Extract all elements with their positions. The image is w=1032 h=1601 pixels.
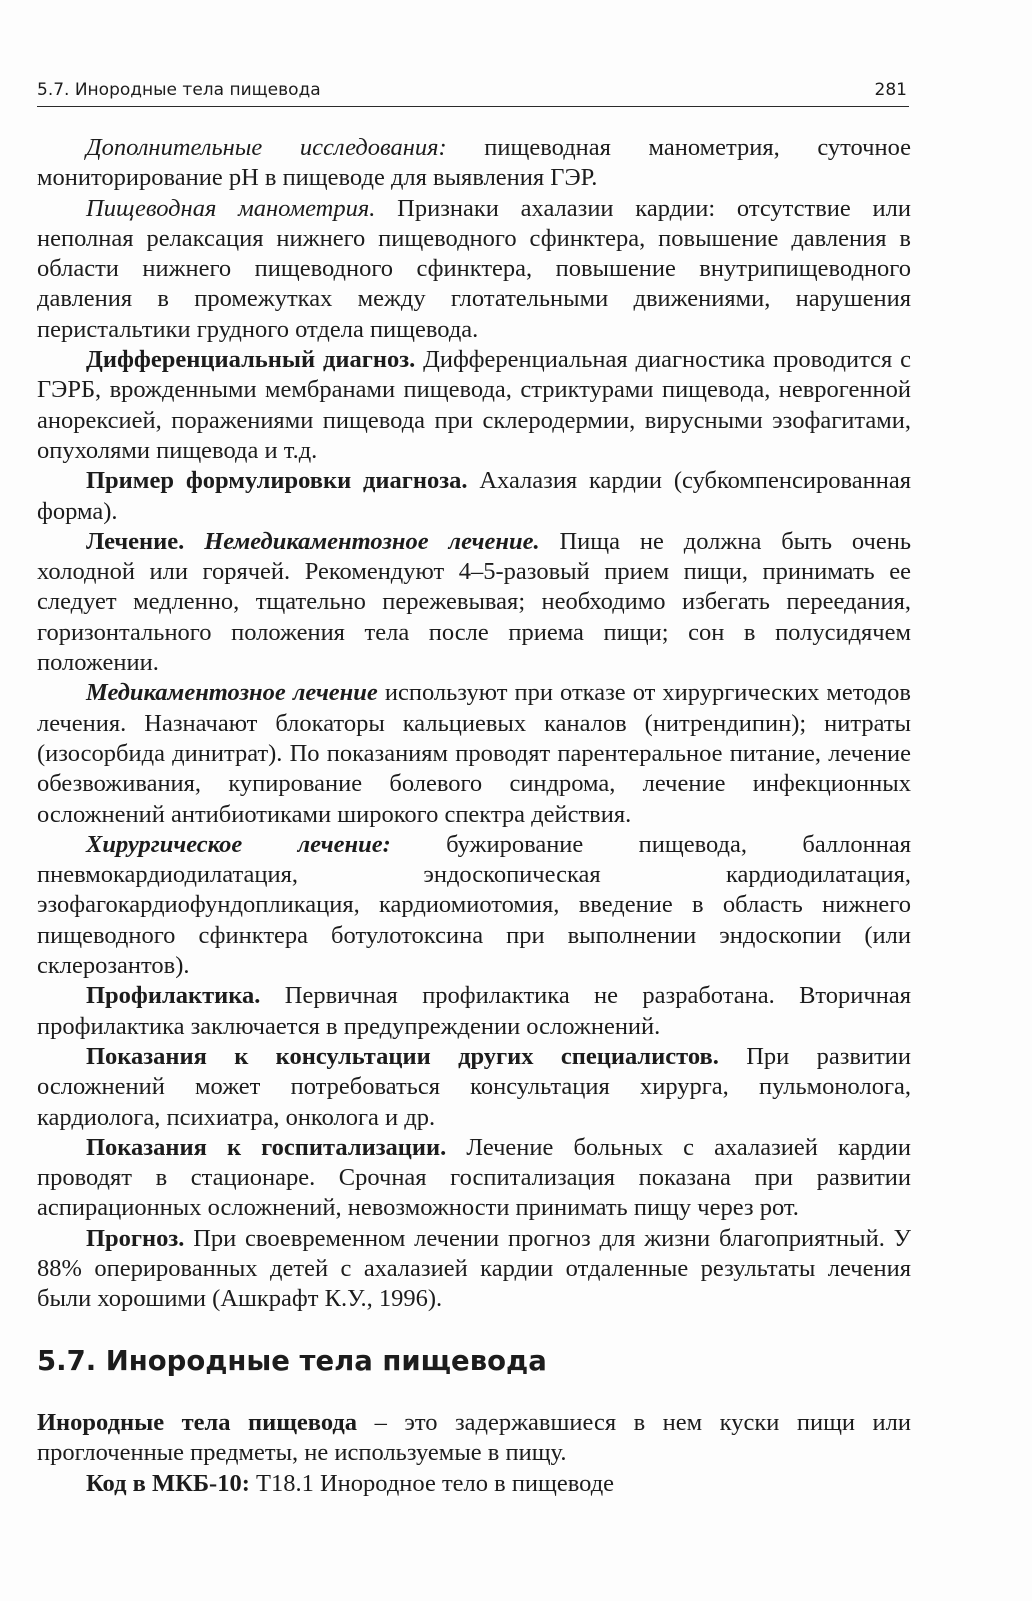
paragraph-lead: Код в МКБ-10: (86, 1469, 250, 1497)
paragraph-lead: Пример формулировки диагноза. (86, 467, 468, 495)
paragraph-drug-treatment (37, 678, 911, 829)
paragraph-body: пищеводная манометрия, суточное мониторирование pH в пищеводе для выявления ГЭР. (37, 134, 911, 192)
paragraph-body: При своевременном лечении прогноз для жизни благоприятный. У 88% оперированных детей с ахалазией кардии отдаленные результаты лечения были хорошими (Ашкрафт К.У., 1996). (37, 1224, 911, 1313)
paragraph-lead: Прогноз. (86, 1224, 185, 1252)
paragraph-diagnosis-example (37, 466, 911, 527)
paragraph-body: Пища не должна быть очень холодной или горячей. Рекомендуют 4–5-разовый прием пищи, принимать ее следует медленно, тщательно пережевывая; необходимо избегать переедания, горизонтального положения тела после приема пищи; сон в полусидячем положении. (37, 527, 912, 677)
paragraph-hospitalization (37, 1133, 911, 1224)
paragraph-definition (37, 1408, 911, 1469)
paragraph-lead: Показания к консультации других специалистов. (86, 1042, 719, 1070)
paragraph-lead: Дифференциальный диагноз. (86, 346, 416, 374)
paragraph-body: Признаки ахалазии кардии: отсутствие или неполная релаксация нижнего пищеводного сфинктера, повышение давления в области нижнего пищеводного сфинктера, повышение внутрипищеводного давления в промежутках между глотательными движениями, нарушения перистальтики грудного отдела пищевода. (37, 194, 911, 343)
paragraph-lead: Показания к госпитализации. (86, 1133, 447, 1161)
paragraph-prognosis (37, 1224, 911, 1315)
page-number: 281 (874, 80, 907, 100)
paragraph-lead: Инородные тела пищевода (37, 1409, 358, 1436)
section-text (37, 1408, 911, 1499)
main-text (37, 133, 911, 1315)
paragraph-additional-studies (37, 133, 911, 194)
paragraph-surgical-treatment (37, 830, 911, 981)
paragraph-lead: Хирургическое лечение: (86, 830, 391, 858)
paragraph-body: Первичная профилактика не разработана. Вторичная профилактика заключается в предупреждении осложнений. (37, 982, 911, 1040)
paragraph-icd-code (37, 1469, 911, 1499)
paragraph-body: Лечение больных с ахалазией кардии проводят в стационаре. Срочная госпитализация показана при развитии аспирационных осложнений, невозможности принимать пищу через рот. (37, 1133, 911, 1222)
paragraph-lead: Дополнительные исследования: (86, 134, 447, 161)
paragraph-prophylaxis (37, 981, 911, 1042)
paragraph-consultation (37, 1042, 911, 1133)
paragraph-body: бужирование пищевода, баллонная пневмокардиодилатация, эндоскопическая кардиодилатация, эзофагокардиофундопликация, кардиомиотомия, введение в область нижнего пищеводного сфинктера ботулотоксина при выполнении эндоскопии (или склерозантов). (37, 830, 911, 980)
paragraph-sublead: Немедикаментозное лечение. (204, 527, 540, 555)
paragraph-body: Ахалазия кардии (субкомпенсированная форма). (37, 467, 911, 525)
running-header (37, 76, 909, 107)
paragraph-lead: Лечение. (86, 527, 185, 555)
paragraph-lead: Пищеводная манометрия. (86, 194, 376, 222)
paragraph-body: Т18.1 Инородное тело в пищеводе (249, 1469, 615, 1497)
paragraph-body: – это задержавшиеся в нем куски пищи или проглоченные предметы, не используемые в пищу. (37, 1409, 911, 1467)
paragraph-manometry (37, 194, 911, 345)
paragraph-lead: Профилактика. (86, 982, 261, 1010)
paragraph-lead: Медикаментозное лечение (86, 679, 378, 707)
paragraph-body: При развитии осложнений может потребоваться консультация хирурга, пульмонолога, кардиолога, психиатра, онколога и др. (37, 1042, 912, 1131)
section-heading: 5.7. Инородные тела пищевода (37, 1345, 547, 1377)
paragraph-differential-diagnosis (37, 345, 911, 466)
paragraph-treatment (37, 527, 911, 678)
paragraph-body: используют при отказе от хирургических методов лечения. Назначают блокаторы кальциевых каналов (нитрендипин); нитраты (изосорбида динитрат). По показаниям проводят парентеральное питание, лечение обезвоживания, купирование болевого синдрома, лечение инфекционных осложнений антибиотиками широкого спектра действия. (37, 679, 911, 828)
paragraph-body: Дифференциальная диагностика проводится с ГЭРБ, врожденными мембранами пищевода, стриктурами пищевода, неврогенной анорексией, поражениями пищевода при склеродермии, вирусными эзофагитами, опухолями пищевода и т.д. (37, 346, 911, 464)
running-header-title: 5.7. Инородные тела пищевода (37, 80, 321, 100)
